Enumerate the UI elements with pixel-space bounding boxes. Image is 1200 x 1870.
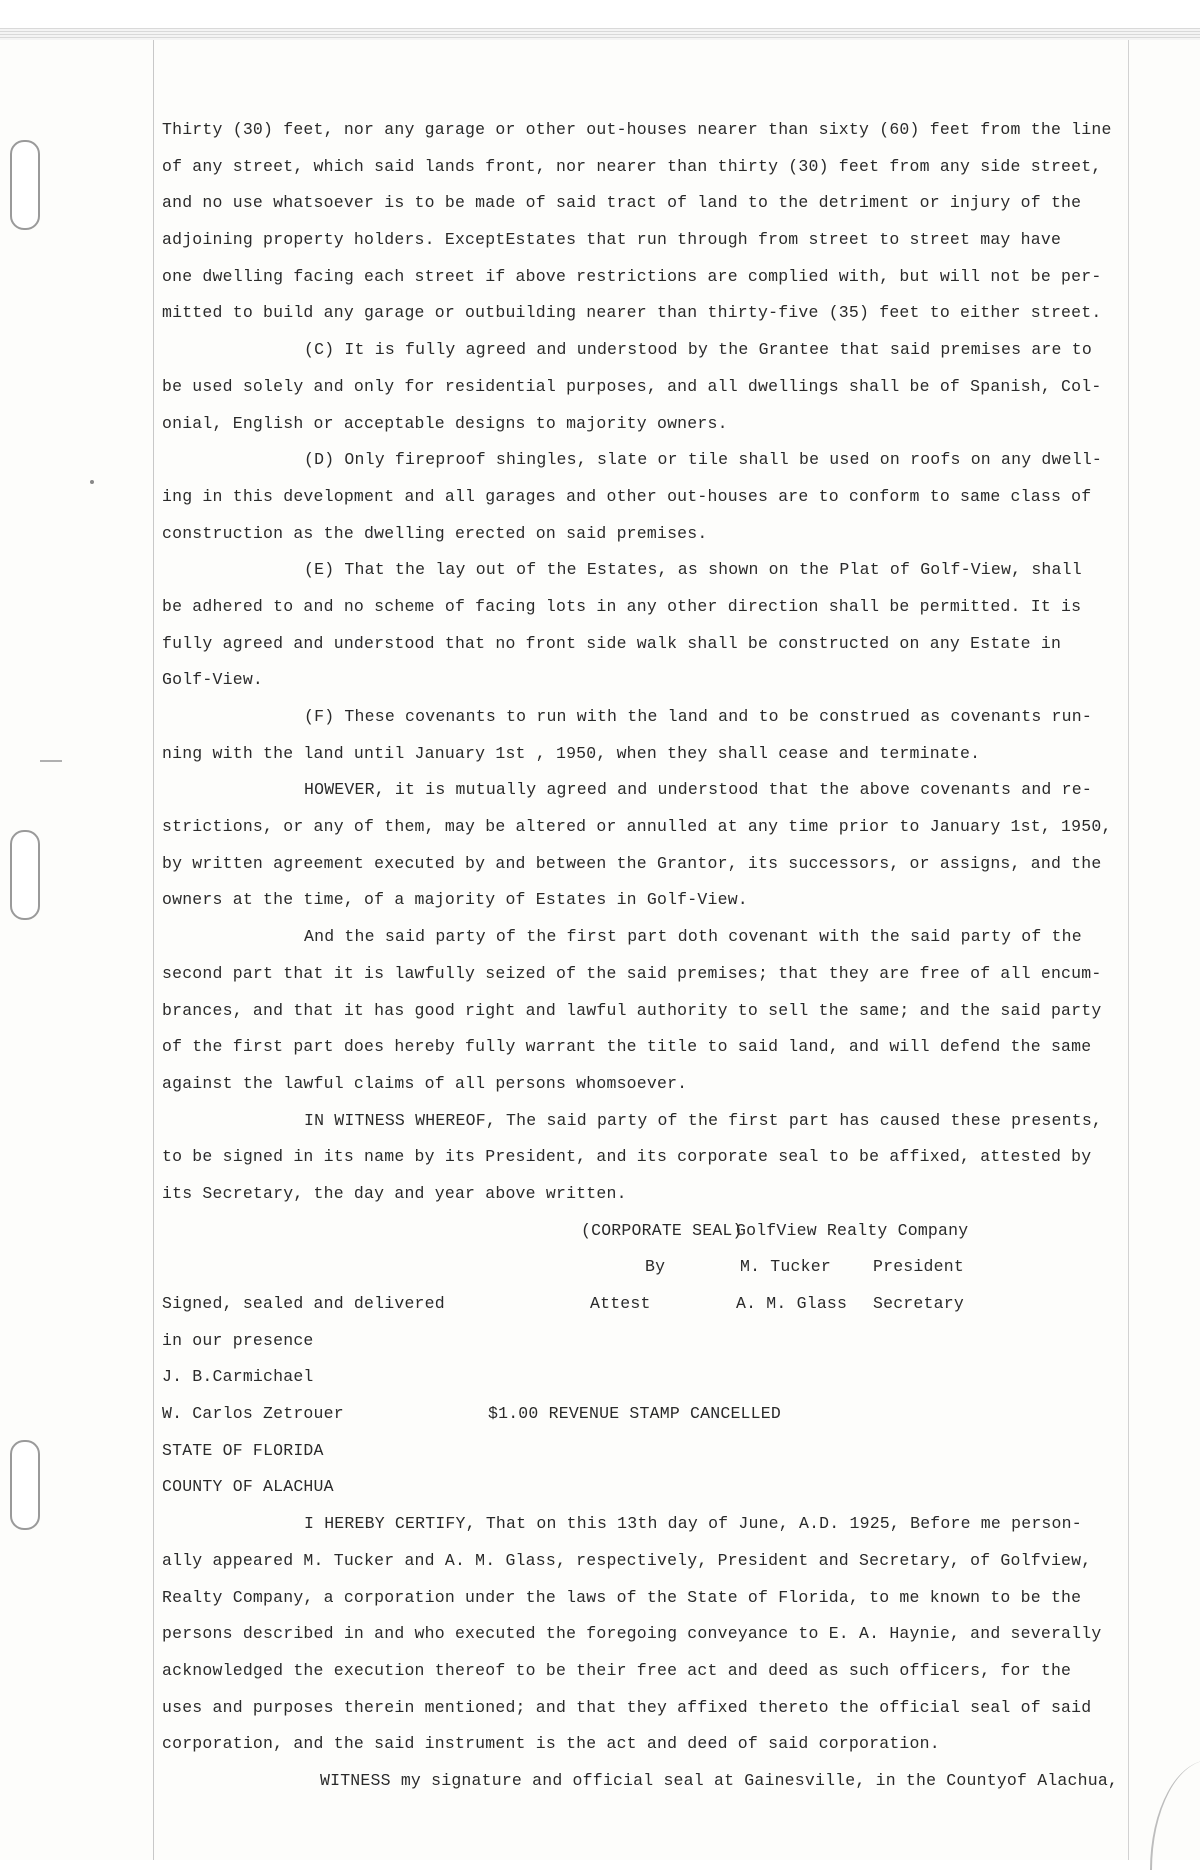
secretary-name: A. M. Glass	[736, 1294, 848, 1313]
clause-e-line: (E) That the lay out of the Estates, as shown on the Plat of Golf-View, shall	[304, 560, 1082, 580]
covenant-line: second part that it is lawfully seized of the said premises; that they are free of all encum-	[162, 963, 1102, 983]
signed-sealed-label: Signed, sealed and delivered	[162, 1294, 445, 1313]
witness-line: to be signed in its name by its President, and its corporate seal to be affixed, attested by	[162, 1147, 1092, 1167]
witness-name-1: J. B.Carmichael	[162, 1367, 314, 1387]
certify-line: corporation, and the said instrument is the act and deed of said corporation.	[162, 1734, 940, 1754]
county-line: COUNTY OF ALACHUA	[162, 1477, 334, 1497]
left-margin-rule	[153, 40, 154, 1860]
text-line: Thirty (30) feet, nor any garage or other out-houses nearer than sixty (60) feet from the line	[162, 120, 1112, 139]
president-name: M. Tucker	[740, 1257, 831, 1277]
by-label: By	[645, 1257, 666, 1277]
text-line: one dwelling facing each street if above restrictions are complied with, but will not be per-	[162, 266, 1102, 286]
binder-hole-bottom	[10, 1440, 40, 1530]
text-line: adjoining property holders. ExceptEstates that run through from street to street may have	[162, 230, 1062, 250]
scan-top-band	[0, 28, 1200, 40]
clause-d-line: construction as the dwelling erected on said premises.	[162, 523, 708, 543]
president-title: President	[873, 1257, 964, 1277]
corporate-seal-label: (CORPORATE SEAL)	[581, 1220, 743, 1240]
certify-line: persons described in and who executed the foregoing conveyance to E. A. Haynie, and severally	[162, 1624, 1102, 1644]
however-line: HOWEVER, it is mutually agreed and understood that the above covenants and re-	[304, 780, 1092, 800]
clause-f-line: (F) These covenants to run with the land and to be construed as covenants run-	[304, 707, 1092, 726]
signature-row-stamp	[162, 1396, 1142, 1433]
page-top-edge	[0, 0, 1200, 30]
margin-mark	[40, 760, 62, 762]
certify-line: ally appeared M. Tucker and A. M. Glass, respectively, President and Secretary, of Golfview,	[162, 1550, 1092, 1570]
text-line: of any street, which said lands front, nor nearer than thirty (30) feet from any side street,	[162, 156, 1102, 176]
signature-row-seal	[162, 1213, 1142, 1250]
witness-name-2: W. Carlos Zetrouer	[162, 1404, 344, 1424]
however-line: strictions, or any of them, may be altered or annulled at any time prior to January 1st, 1950,	[162, 817, 1112, 837]
text-line: and no use whatsoever is to be made of said tract of land to the detriment or injury of the	[162, 193, 1082, 213]
company-name: GolfView Realty Company	[736, 1220, 969, 1240]
clause-e-line: be adhered to and no scheme of facing lots in any other direction shall be permitted. It is	[162, 596, 1082, 616]
secretary-title: Secretary	[873, 1294, 964, 1313]
certify-line: uses and purposes therein mentioned; and that they affixed thereto the official seal of said	[162, 1697, 1092, 1717]
covenant-line: of the first part does hereby fully warrant the title to said land, and will defend the same	[162, 1037, 1092, 1057]
revenue-stamp-note: $1.00 REVENUE STAMP CANCELLED	[488, 1404, 781, 1424]
clause-c-line: (C) It is fully agreed and understood by the Grantee that said premises are to	[304, 340, 1092, 360]
text-line: mitted to build any garage or outbuilding nearer than thirty-five (35) feet to either street.	[162, 303, 1102, 323]
clause-c-line: be used solely and only for residential purposes, and all dwellings shall be of Spanish, Col-	[162, 376, 1102, 396]
binder-hole-middle	[10, 830, 40, 920]
however-line: by written agreement executed by and between the Grantor, its successors, or assigns, and the	[162, 853, 1102, 873]
covenant-line: And the said party of the first part doth covenant with the said party of the	[304, 927, 1082, 947]
certify-line: Realty Company, a corporation under the laws of the State of Florida, to me known to be the	[162, 1587, 1082, 1607]
margin-dot	[90, 480, 94, 484]
signature-row-secretary	[162, 1286, 1142, 1323]
however-line: owners at the time, of a majority of Estates in Golf-View.	[162, 890, 748, 910]
attest-label: Attest	[590, 1294, 651, 1313]
state-line: STATE OF FLORIDA	[162, 1440, 324, 1460]
clause-d-line: ing in this development and all garages and other out-houses are to conform to same class of	[162, 486, 1092, 506]
witness-line: its Secretary, the day and year above written.	[162, 1183, 627, 1203]
signature-row-president	[162, 1249, 1142, 1286]
deed-text	[162, 112, 1142, 1800]
covenant-line: brances, and that it has good right and lawful authority to sell the same; and the said party	[162, 1000, 1102, 1020]
presence-line: in our presence	[162, 1330, 314, 1350]
clause-e-line: Golf-View.	[162, 670, 264, 690]
clause-f-line: ning with the land until January 1st , 1950, when they shall cease and terminate.	[162, 743, 981, 763]
witness-line: IN WITNESS WHEREOF, The said party of the first part has caused these presents,	[304, 1110, 1103, 1130]
page-corner-curl	[1150, 1760, 1200, 1870]
clause-d-line: (D) Only fireproof shingles, slate or tile shall be used on roofs on any dwell-	[304, 450, 1103, 470]
certify-line: I HEREBY CERTIFY, That on this 13th day of June, A.D. 1925, Before me person-	[304, 1514, 1082, 1534]
covenant-line: against the lawful claims of all persons whomsoever.	[162, 1073, 688, 1093]
clause-c-line: onial, English or acceptable designs to majority owners.	[162, 413, 728, 433]
clause-e-line: fully agreed and understood that no front side walk shall be constructed on any Estate in	[162, 633, 1062, 653]
final-witness-line: WITNESS my signature and official seal at Gainesville, in the Countyof Alachua,	[320, 1770, 1119, 1790]
certify-line: acknowledged the execution thereof to be their free act and deed as such officers, for the	[162, 1660, 1072, 1680]
binder-hole-top	[10, 140, 40, 230]
